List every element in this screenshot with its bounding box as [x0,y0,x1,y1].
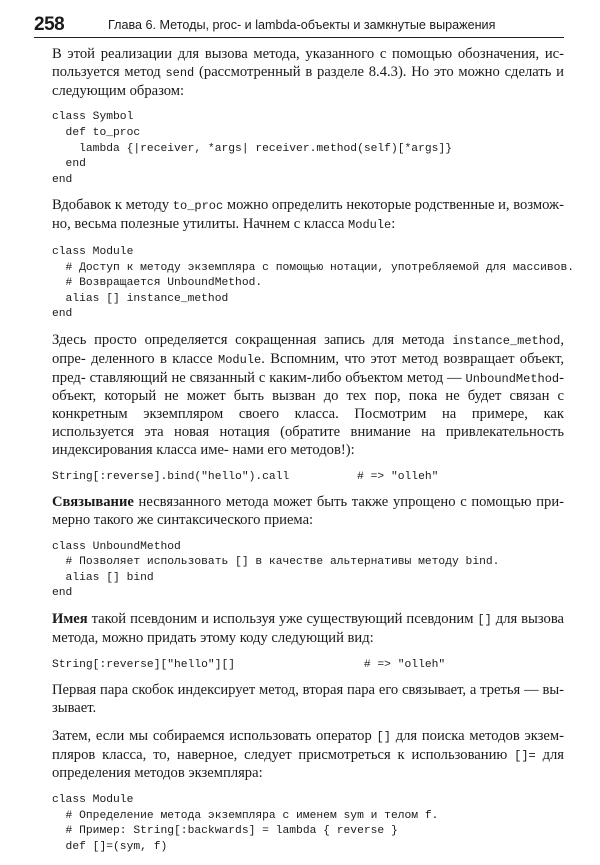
inline-code: Module [218,352,262,367]
code-line: end [52,587,73,600]
text-run: . Вспомним, что этот метод возвращает объект, пред- [52,350,564,386]
text-run: ставляющий не связанный с каким-либо объектом метод — [89,369,466,386]
text-run: В этой реализации для вызова метода, указанного с помощью обозначения, ис- [52,46,564,62]
code-line: class Module [52,245,134,258]
code-line: def []=(sym, f) [52,841,168,854]
text-run: Вдобавок к методу [52,197,173,214]
inline-code: instance_method [452,333,561,348]
text-run: нотация (обратите внимание на привлекательность индексирования класса име- [52,423,564,458]
code-block-3 [52,470,564,486]
running-title: Глава 6. Методы, proc- и lambda-объекты и замкнутые выражения [108,18,496,32]
code-block-4 [52,540,564,602]
text-run: Связывание [52,494,134,511]
paragraph-3 [52,332,564,460]
code-line: class UnboundMethod [52,540,181,553]
code-block-6 [52,793,564,855]
text-run: деленного в классе [91,350,219,367]
code-line: # Определение метода экземпляра с именем sym и телом f. [52,809,439,822]
code-line: String[:reverse]["hello"][] # => "olleh" [52,658,446,671]
text-run: Имея [52,611,88,628]
text-run: Затем, если мы собираемся использовать оператор [52,727,377,744]
code-line: String[:reverse].bind("hello").call # => "olleh" [52,470,439,483]
code-line: lambda {|receiver, *args| receiver.method(self)[*args]} [52,142,452,155]
code-line: alias [] bind [52,571,154,584]
code-line: # Доступ к методу экземпляра с помощью нотации, употребляемой для массивов. [52,261,575,274]
code-line: class Module [52,794,134,807]
text-run: : [391,216,396,233]
code-line: class Symbol [52,111,134,124]
code-block-2 [52,245,575,323]
text-run: Здесь просто определяется сокращенная запись для метода [52,331,453,348]
code-block-5 [52,658,564,674]
text-run: определения методов экземпляра: [52,765,263,782]
paragraph-5 [52,611,564,648]
code-line: # Позволяет использовать [] в качестве альтернативы методу bind. [52,556,500,569]
text-run: но, весьма полезные утилиты. Начнем с класса [52,216,349,233]
text-run: Первая пара скобок индексирует метод, вторая пара его связывает, а третья — вы- [52,682,564,699]
text-run: для вызова [491,611,564,628]
text-run: такой псевдоним и используя уже существующий псевдоним [87,611,478,628]
header-divider [34,37,564,38]
code-line: end [52,308,73,321]
inline-code: UnboundMethod [465,371,560,386]
text-run: мерно такого же синтаксического приема: [52,511,314,528]
paragraph-6 [52,682,564,718]
paragraph-1 [52,46,564,100]
code-line: def to_proc [52,126,141,139]
code-line: # Пример: String[:backwards] = lambda { reverse } [52,825,398,838]
text-run: , опре- [52,331,564,367]
text-run: (рассмотренный в разделе 8.4.3). Но это можно сделать [194,63,552,80]
paragraph-2 [52,197,564,235]
inline-code: []= [514,748,536,763]
inline-code: [] [376,729,391,744]
page-content [52,46,575,865]
paragraph-7 [52,728,564,783]
inline-code: Module [348,218,392,233]
inline-code: send [165,65,195,80]
text-run: и следующим образом: [52,63,564,99]
code-line: end [52,173,73,186]
code-line: # Возвращается UnboundMethod. [52,277,263,290]
text-run: для [535,746,564,763]
text-run: пользуется метод [52,63,166,80]
text-run: -объект, [52,369,565,405]
text-run: нами его методов!): [232,441,355,458]
text-run: пляров класса, то, наверное, следует присмотреться к использованию [52,746,515,763]
code-block-1 [52,110,564,188]
page-number: 258 [34,14,65,35]
inline-code: [] [477,613,492,628]
code-line: end [52,158,86,171]
code-line: alias [] instance_method [52,292,229,305]
text-run: зывает. [52,700,97,717]
page-header [34,14,564,38]
paragraph-4 [52,494,564,530]
inline-code: to_proc [172,199,224,214]
text-run: несвязанного метода может быть также упрощено с помощью при- [133,494,564,511]
text-run: экземпляром своего класса. Посмотрим на примере, как используется эта новая [52,406,565,440]
text-run: метода, можно придать этому коду следующий вид: [52,629,374,646]
text-run: можно определить некоторые родственные и, возмож- [223,197,564,214]
text-run: который не может быть вызван до тех пор, пока не будет связан с конкретным [52,388,564,423]
text-run: для поиска методов экзем- [390,727,565,744]
